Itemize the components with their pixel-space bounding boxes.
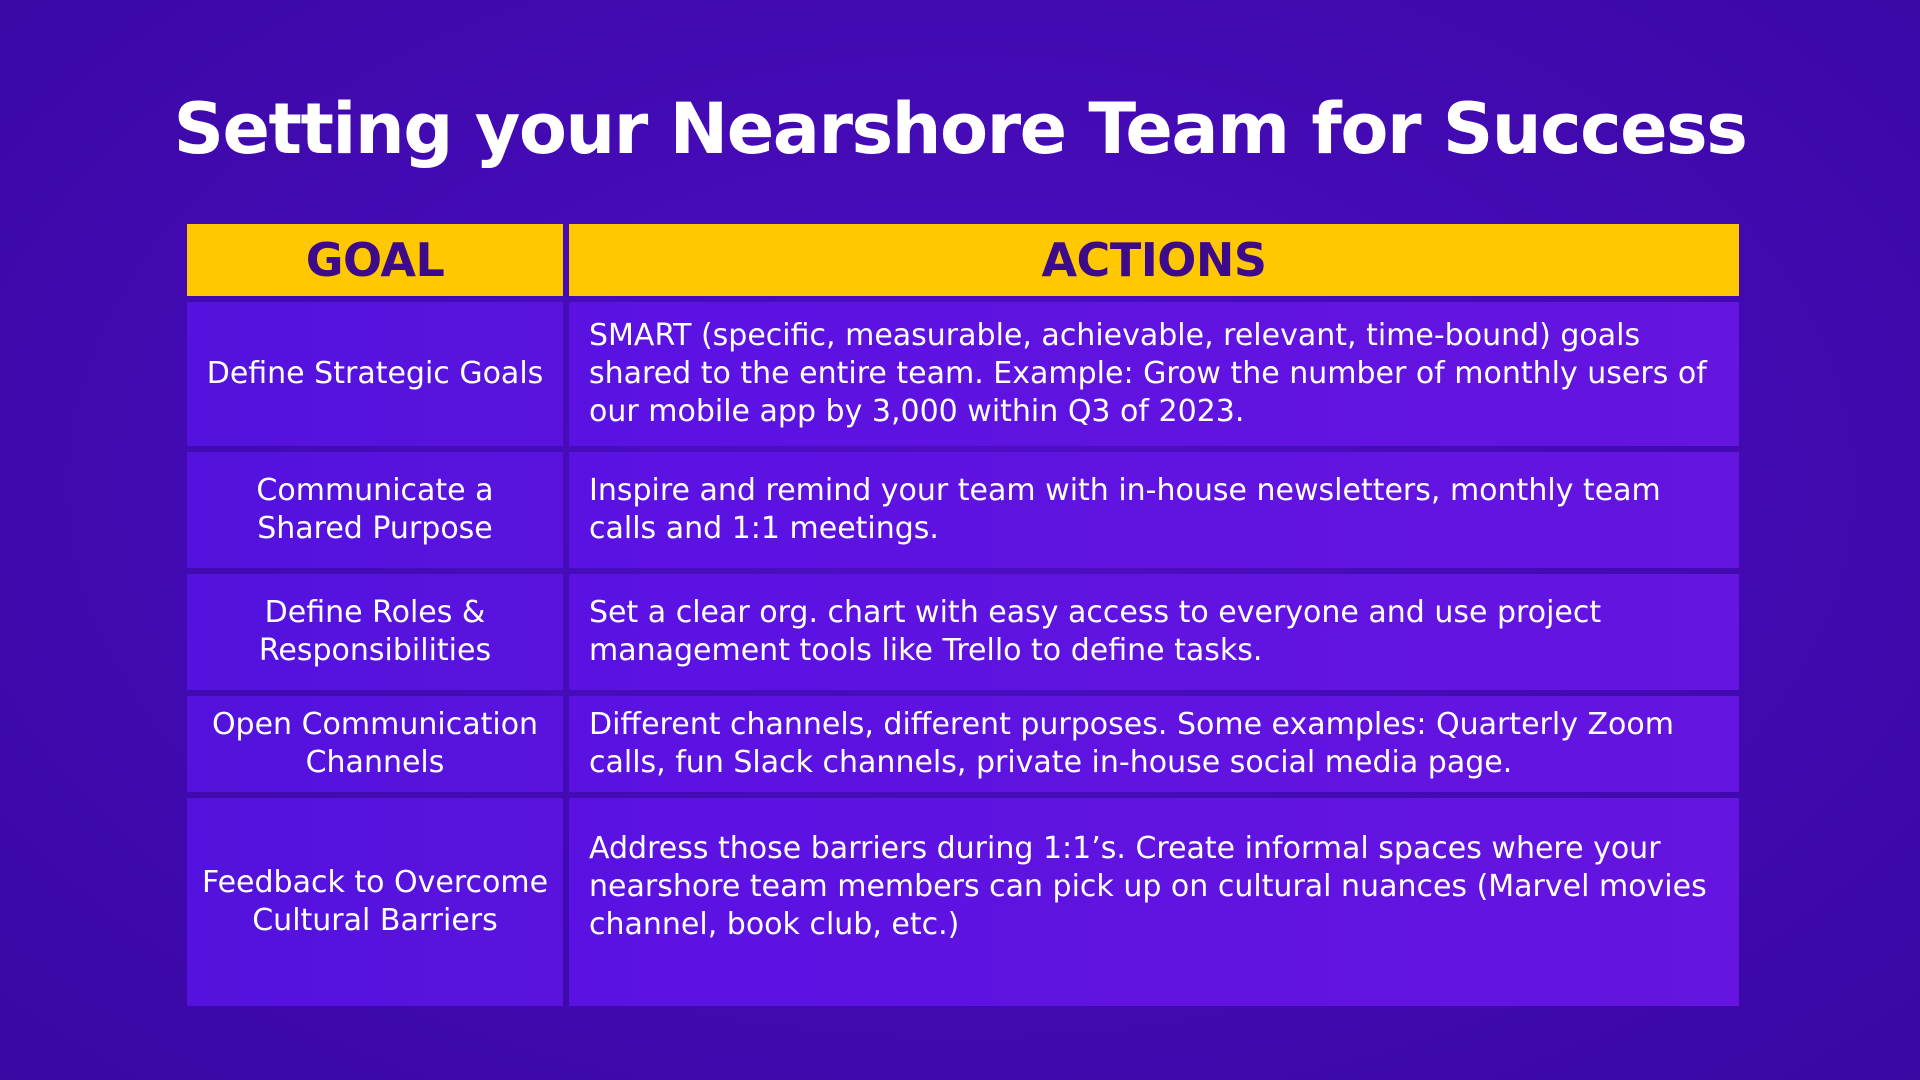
goal-column-header: GOAL [187, 224, 563, 296]
table-row [187, 302, 1739, 446]
action-cell: Set a clear org. chart with easy access to everyone and use project management tools like Trello to define tasks. [569, 574, 1739, 690]
goal-cell: Open Communication Channels [187, 696, 563, 792]
action-cell: Address those barriers during 1:1’s. Create informal spaces where your nearshore team members can pick up on cultural nuances (Marvel movies channel, book club, etc.) [569, 798, 1739, 1006]
table-row [187, 452, 1739, 568]
action-cell: Different channels, different purposes. Some examples: Quarterly Zoom calls, fun Slack channels, private in-house social media page. [569, 696, 1739, 792]
actions-column-header: ACTIONS [569, 224, 1739, 296]
table-row [187, 574, 1739, 690]
goal-cell: Define Roles & Responsibilities [187, 574, 563, 690]
goal-cell: Feedback to Overcome Cultural Barriers [187, 798, 563, 1006]
table-row [187, 798, 1739, 1006]
table-header-row [187, 224, 1739, 296]
goal-cell: Define Strategic Goals [187, 302, 563, 446]
goal-cell: Communicate a Shared Purpose [187, 452, 563, 568]
goals-actions-table [181, 218, 1745, 1012]
action-cell: Inspire and remind your team with in-house newsletters, monthly team calls and 1:1 meetings. [569, 452, 1739, 568]
table-row [187, 696, 1739, 792]
action-cell: SMART (specific, measurable, achievable, relevant, time-bound) goals shared to the entire team. Example: Grow the number of monthly users of our mobile app by 3,000 within Q3 of 2023. [569, 302, 1739, 446]
slide-title: Setting your Nearshore Team for Success [173, 88, 1747, 170]
